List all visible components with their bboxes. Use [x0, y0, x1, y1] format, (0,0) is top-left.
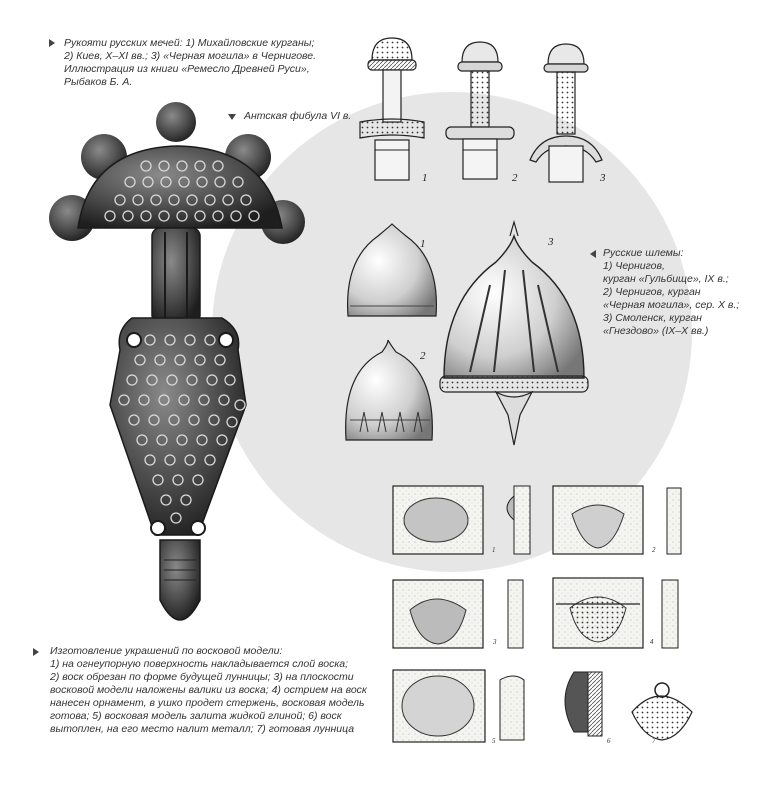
casting-step-6 — [565, 672, 602, 736]
figure-number: 1 — [420, 238, 426, 250]
casting-step-2 — [553, 486, 681, 554]
sword-hilt-3 — [530, 44, 602, 182]
caption-line: 3) Смоленск, курган — [603, 312, 702, 324]
caption-line: восковой модели наложены валики из воска; 4) острием на воск — [50, 684, 367, 696]
caption-line: нанесен орнамент, в ушко продет стержень, восковая модель — [50, 697, 365, 709]
caption-marker-icon — [590, 250, 596, 258]
figure-number: 3 — [600, 172, 606, 184]
caption-line: «Гнездово» (IX–X вв.) — [603, 325, 709, 337]
caption-line: Антская фибула VI в. — [244, 110, 352, 122]
caption-helmets — [603, 247, 739, 338]
helmet-3 — [440, 222, 588, 445]
caption-line: Иллюстрация из книги «Ремесло Древней Руси», — [64, 63, 310, 75]
sword-hilt-2 — [446, 42, 514, 179]
caption-swords — [64, 37, 316, 89]
figure-number: 1 — [492, 546, 496, 554]
caption-line: Рыбаков Б. А. — [64, 76, 133, 88]
caption-casting — [50, 645, 367, 736]
figure-number: 2 — [652, 546, 656, 554]
figure-number: 3 — [493, 638, 497, 646]
fibula-bow — [152, 228, 200, 323]
casting-step-3 — [393, 580, 523, 648]
caption-line: Русские шлемы: — [603, 247, 684, 259]
figure-number: 3 — [548, 236, 554, 248]
caption-line: 2) воск обрезан по форме будущей лунницы; 3) на плоскости — [50, 671, 354, 683]
caption-line: вытоплен, на его место налит металл; 7) готовая лунница — [50, 723, 355, 735]
caption-line: «Черная могила», сер. X в.; — [603, 299, 740, 311]
caption-line: 1) Чернигов, — [603, 260, 665, 272]
figure-number: 2 — [420, 350, 426, 362]
figure-number: 4 — [650, 638, 654, 646]
figure-number: 6 — [607, 737, 611, 745]
caption-line: 1) на огнеупорную поверхность накладывается слой воска; — [50, 658, 349, 670]
caption-line: готова; 5) восковая модель залита жидкой глиной; 6) воск — [50, 710, 342, 722]
caption-line: 2) Чернигов, курган — [603, 286, 701, 298]
caption-fibula — [244, 110, 351, 123]
fibula-knob — [156, 102, 196, 142]
casting-step-1 — [393, 486, 530, 554]
fibula — [49, 102, 305, 620]
caption-line: Изготовление украшений по восковой модели: — [50, 645, 283, 657]
figure-number: 5 — [492, 737, 496, 745]
caption-marker-icon — [49, 39, 55, 47]
figure-number: 2 — [512, 172, 518, 184]
fibula-foot-plate — [110, 318, 246, 535]
casting-step-5 — [393, 670, 524, 742]
caption-line: 2) Киев, X–XI вв.; 3) «Черная могила» в Чернигове. — [64, 50, 317, 62]
caption-line: курган «Гульбище», IX в.; — [603, 273, 729, 285]
caption-marker-icon — [33, 648, 39, 656]
figure-number: 1 — [422, 172, 428, 184]
sword-hilt-1 — [360, 38, 424, 180]
caption-marker-icon — [228, 114, 236, 120]
figure-number: 7 — [652, 737, 656, 745]
casting-step-7 — [632, 683, 692, 740]
caption-line: Рукояти русских мечей: 1) Михайловские курганы; — [64, 37, 315, 49]
casting-step-4 — [553, 578, 678, 648]
